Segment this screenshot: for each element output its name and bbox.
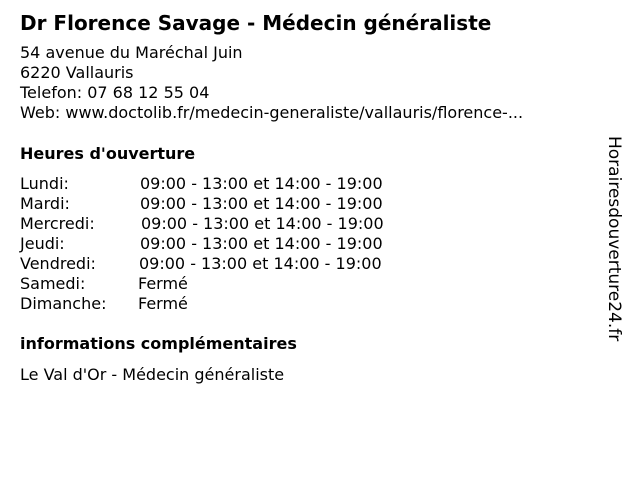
hours-value: Fermé xyxy=(138,274,188,293)
hours-value: 09:00 - 13:00 et 14:00 - 19:00 xyxy=(140,234,383,253)
street-address: 54 avenue du Maréchal Juin xyxy=(20,43,243,62)
day-label: Samedi: xyxy=(20,274,86,293)
city-address: 6220 Vallauris xyxy=(20,63,134,82)
day-label: Vendredi: xyxy=(20,254,96,273)
day-label: Mercredi: xyxy=(20,214,95,233)
hours-value: 09:00 - 13:00 et 14:00 - 19:00 xyxy=(140,174,383,193)
day-label: Lundi: xyxy=(20,174,69,193)
day-label: Jeudi: xyxy=(20,234,65,253)
day-label: Dimanche: xyxy=(20,294,107,313)
site-watermark: Horairesdouverture24.fr xyxy=(604,136,624,342)
address-block xyxy=(20,43,523,123)
day-label: Mardi: xyxy=(20,194,70,213)
website-url: Web: www.doctolib.fr/medecin-generaliste/vallauris/florence-... xyxy=(20,103,524,122)
page-title: Dr Florence Savage - Médecin généraliste xyxy=(20,11,492,35)
hours-value: 09:00 - 13:00 et 14:00 - 19:00 xyxy=(139,254,382,273)
additional-info-heading: informations complémentaires xyxy=(20,334,297,353)
opening-hours-heading: Heures d'ouverture xyxy=(20,144,196,163)
phone-number: Telefon: 07 68 12 55 04 xyxy=(20,83,210,102)
hours-value: Fermé xyxy=(138,294,188,313)
hours-value: 09:00 - 13:00 et 14:00 - 19:00 xyxy=(140,194,383,213)
additional-info-text: Le Val d'Or - Médecin généraliste xyxy=(20,365,285,384)
hours-value: 09:00 - 13:00 et 14:00 - 19:00 xyxy=(141,214,384,233)
